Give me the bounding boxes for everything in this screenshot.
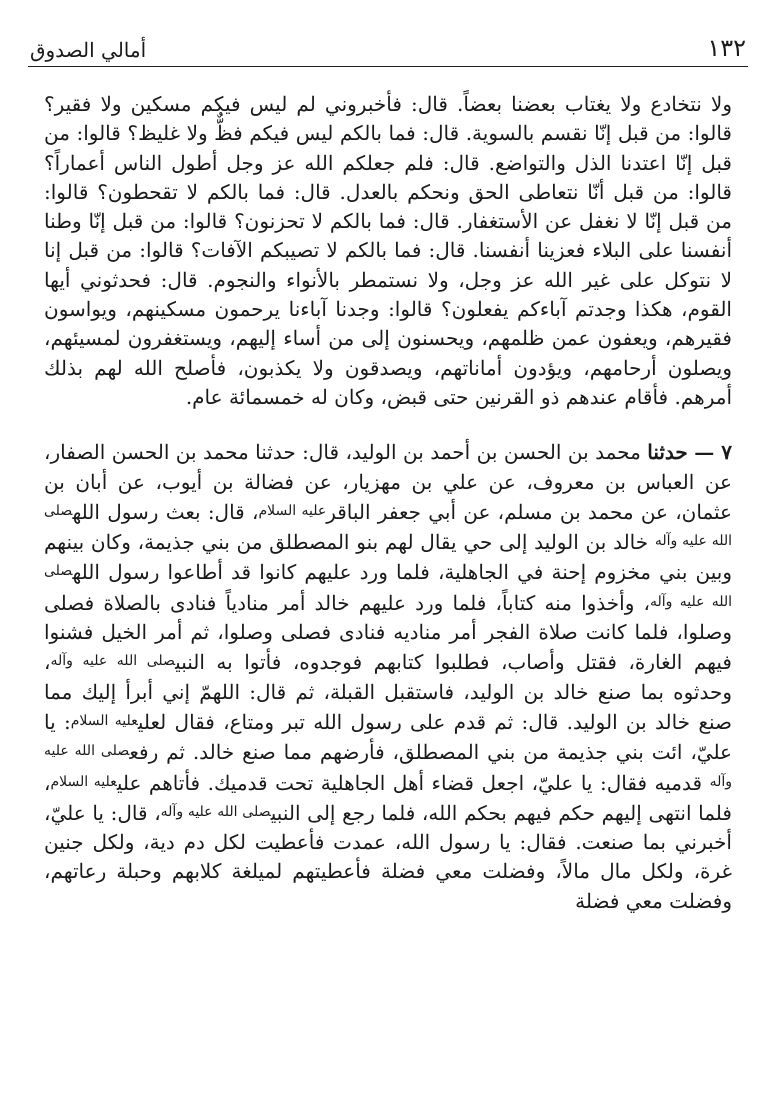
paragraph-2-text: ، قال: بعث رسول الله [72, 499, 259, 524]
paragraph-2-text: محمد بن الحسن بن أحمد بن الوليد، قال: حدثنا محمد بن الحسن الصفار، عن العباس بن معروف، عن علي بن مهزيار، عن فضالة بن أيوب، عن أبان بن عثمان، عن محمد بن مسلم، عن أبي جعفر الباقر [44, 440, 732, 524]
honorific-salla-icon: صلى الله عليه وآله [44, 563, 732, 610]
paragraph-2-text: ، قال: يا عليّ، أخبرني بما صنعت. فقال: يا رسول الله، عمدت فأعطيت لكل دم دية، ولكل جنين غرة، ولكل مال مالاً، وفضلت معي فضلة فأعطيتهم لميلغة كلابهم وحبلة رعاتهم، وفضلت معي فضلة [44, 800, 733, 913]
honorific-salla-icon: صلى الله عليه وآله [160, 803, 271, 820]
running-header [30, 34, 746, 62]
paragraph-1: ولا نتخادع ولا يغتاب بعضنا بعضاً. قال: فأخبروني لم ليس فيكم مسكين ولا فقير؟ قالوا: من قبل إنّا نقسم بالسوية. قال: فما بالكم ليس فيكم فظٌّ ولا غليظ؟ قالوا: من قبل إنّا اعتدنا الذل والتواضع. قال: فلم جعلكم الله عز وجل أطول الناس أعماراً؟ قالوا: من قبل أنّا نتعاطى الحق ونحكم بالعدل. قال: فما بالكم لا تقحطون؟ قالوا: من قبل إنّا لا نغفل عن الأستغفار. قال: فما بالكم لا تحزنون؟ قالوا: من قبل إنّا وطنا أنفسنا على البلاء فعزينا أنفسنا. قال: فما بالكم لا تصيبكم الآفات؟ قالوا: من قبل إنا لا نتوكل على غير الله عز وجل، ولا نستمطر بالأنواء والنجوم. قال: فحدثوني أيها القوم، هكذا وجدتم آباءكم يفعلون؟ قالوا: وجدنا آباءنا يرحمون مسكينهم، ويواسون فقيرهم، ويعفون عمن ظلمهم، ويحسنون إلى من أساء إليهم، ويستغفرون لمسيئهم، ويصلون أرحامهم، ويؤدون أماناتهم، ويصدقون ولا يكذبون، فأصلح الله لهم بذلك أمرهم. فأقام عندهم ذو القرنين حتى قبض، وكان له خمسمائة عام. [44, 92, 732, 409]
paragraph-2-text: : يا عليّ، ائت بني جذيمة من بني المصطلق، فأرضهم مما صنع خالد. ثم رفع [44, 709, 732, 765]
honorific-salla-icon: صلى الله عليه وآله [44, 502, 732, 550]
paragraph-2-text: ، وأخذوا منه كتاباً، فلما ورد عليهم خالد أمر منادياً فنادى بالصلاة فصلى وصلوا، فلما كانت صلاة الفجر أمر مناديه فنادى فصلى وصلوا، ثم أمر الخيل فشنوا فيهم الغارة، فقتل وأصاب، فطلبوا كتابهم فوجدوه، فأتوا به النبي [44, 590, 732, 675]
honorific-salla-icon: صلى الله عليه وآله [50, 653, 176, 670]
paragraph-2-text: خالد بن الوليد إلى حي يقال لهم بنو المصطلق من بني جذيمة، وكان بينهم وبين بني مخزوم إحنة في الجاهلية، فلما ورد عليهم كانوا قد أطاعوا رسول الله [44, 530, 732, 585]
page-body [44, 90, 732, 916]
honorific-alaihi-icon: عليه السلام [50, 773, 117, 790]
paragraph-2 [44, 438, 732, 916]
hadith-lead-word: حدثنا [647, 440, 688, 465]
hadith-number: ٧ — [694, 440, 733, 465]
book-title: أمالي الصدوق [30, 38, 147, 62]
honorific-alaihi-icon: عليه السلام [70, 712, 138, 729]
paragraph-2-text: قدميه فقال: يا عليّ، اجعل قضاء أهل الجاهلية تحت قدميك. فأتاهم علي [116, 770, 703, 795]
paragraph-2-text: ، وحدثوه بما صنع خالد بن الوليد، فاستقبل القبلة، ثم قال: اللهمّ إني أبرأ إليك مما صنع خالد بن الوليد. قال: ثم قدم على رسول الله تبر ومتاع، فقال لعلي [44, 650, 732, 734]
honorific-salla-icon: صلى الله عليه وآله [44, 743, 732, 790]
page-number: ١٣٢ [707, 34, 746, 62]
header-rule [28, 66, 748, 67]
paragraph-2-text: ، فلما انتهى إليهم حكم فيهم بحكم الله، فلما رجع إلى النبي [44, 770, 732, 825]
honorific-alaihi-icon: عليه السلام [258, 502, 327, 519]
